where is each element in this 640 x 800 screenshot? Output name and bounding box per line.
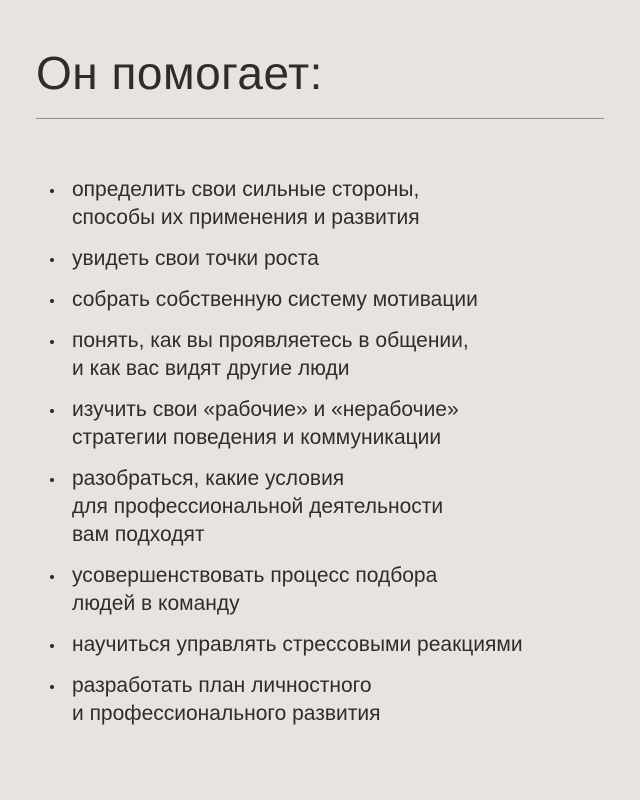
list-item: [46, 327, 616, 383]
list-item: [46, 562, 616, 618]
list-item-text: способы их применения и развития: [72, 206, 420, 229]
bullet-icon: [50, 340, 54, 344]
list-item: [46, 396, 616, 452]
bullet-icon: [50, 685, 54, 689]
list-item: [46, 245, 616, 273]
title-divider: [36, 118, 604, 119]
list-item-text: людей в команду: [72, 592, 240, 615]
list-item-text: научиться управлять стрессовыми реакциями: [72, 633, 523, 656]
page-title: Он помогает:: [36, 47, 323, 99]
list-item-text: разобраться, какие условия: [72, 467, 345, 490]
bullet-icon: [50, 478, 54, 482]
list-item: [46, 631, 616, 659]
list-item-text: собрать собственную систему мотивации: [72, 288, 478, 311]
benefits-list: [46, 176, 616, 741]
list-item-text: изучить свои «рабочие» и «нерабочие»: [72, 398, 459, 421]
list-item-text: разработать план личностного: [72, 674, 372, 697]
bullet-icon: [50, 644, 54, 648]
bullet-icon: [50, 575, 54, 579]
bullet-icon: [50, 258, 54, 262]
list-item-text: стратегии поведения и коммуникации: [72, 426, 442, 449]
bullet-icon: [50, 189, 54, 193]
list-item-text: для профессиональной деятельности: [72, 495, 444, 518]
list-item-text: и как вас видят другие люди: [72, 357, 350, 380]
list-item-text: усовершенствовать процесс подбора: [72, 564, 438, 587]
list-item-text: определить свои сильные стороны,: [72, 178, 420, 201]
list-item-text: понять, как вы проявляетесь в общении,: [72, 329, 469, 352]
list-item-text: увидеть свои точки роста: [72, 247, 319, 270]
list-item: [46, 286, 616, 314]
bullet-icon: [50, 409, 54, 413]
bullet-icon: [50, 299, 54, 303]
list-item-text: и профессионального развития: [72, 702, 381, 725]
list-item: [46, 465, 616, 549]
list-item: [46, 672, 616, 728]
list-item: [46, 176, 616, 232]
list-item-text: вам подходят: [72, 523, 205, 546]
